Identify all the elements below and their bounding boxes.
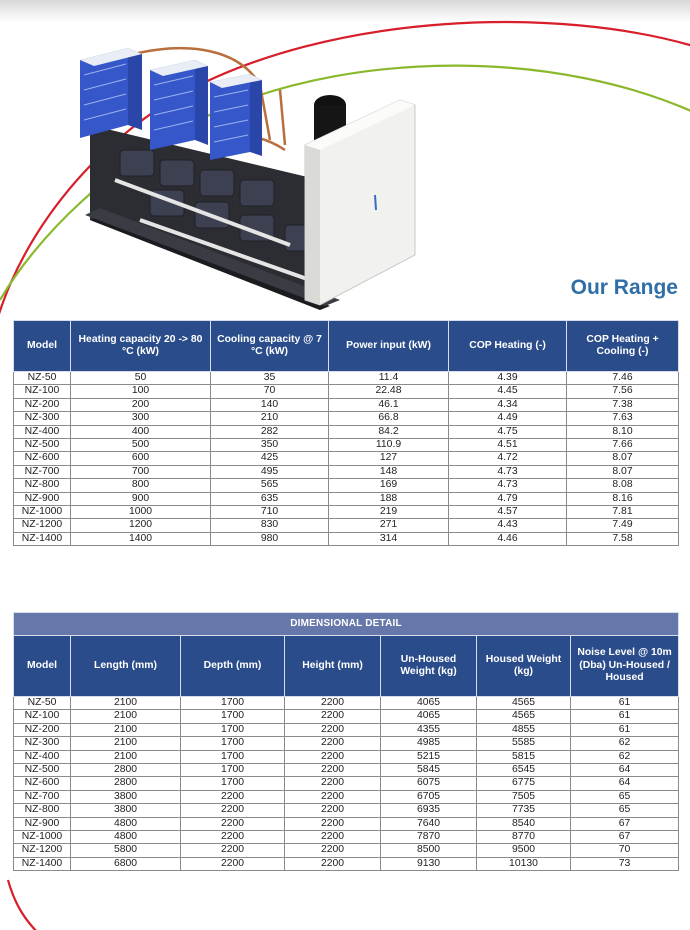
table-cell: 5585: [477, 737, 571, 750]
table-cell: 62: [571, 737, 679, 750]
table-cell: 700: [71, 465, 211, 478]
table-cell: 7505: [477, 790, 571, 803]
column-header: Housed Weight (kg): [477, 636, 571, 697]
table-cell: 425: [211, 452, 329, 465]
table-cell: 9500: [477, 844, 571, 857]
model-cell: NZ-900: [14, 492, 71, 505]
column-header: Depth (mm): [181, 636, 285, 697]
table-cell: 400: [71, 425, 211, 438]
table-row: [14, 857, 679, 870]
table-cell: 1700: [181, 777, 285, 790]
table-cell: 4355: [381, 723, 477, 736]
model-cell: NZ-1200: [14, 519, 71, 532]
table-cell: 210: [211, 412, 329, 425]
table-cell: 62: [571, 750, 679, 763]
table-cell: 2200: [181, 844, 285, 857]
performance-table-body: [14, 372, 679, 546]
column-header: Un-Housed Weight (kg): [381, 636, 477, 697]
table-cell: 7870: [381, 831, 477, 844]
model-cell: NZ-50: [14, 372, 71, 385]
dimensional-table: [13, 612, 679, 871]
table-title: DIMENSIONAL DETAIL: [14, 613, 679, 636]
table-row: [14, 425, 679, 438]
table-cell: 4985: [381, 737, 477, 750]
table-cell: 61: [571, 723, 679, 736]
table-cell: 2800: [71, 764, 181, 777]
table-cell: 1700: [181, 764, 285, 777]
table-row: [14, 452, 679, 465]
table-cell: 8770: [477, 831, 571, 844]
table-cell: 4.73: [449, 479, 567, 492]
table-cell: 4.43: [449, 519, 567, 532]
table-cell: 7.46: [567, 372, 679, 385]
table-row: [14, 790, 679, 803]
table-cell: 6935: [381, 804, 477, 817]
table-cell: 8.07: [567, 465, 679, 478]
table-cell: 8.07: [567, 452, 679, 465]
table-cell: 1700: [181, 723, 285, 736]
table-cell: 219: [329, 506, 449, 519]
model-cell: NZ-700: [14, 790, 71, 803]
table-cell: 282: [211, 425, 329, 438]
table-cell: 1200: [71, 519, 211, 532]
column-header: COP Heating (-): [449, 321, 567, 372]
table-cell: 271: [329, 519, 449, 532]
table-cell: 7.81: [567, 506, 679, 519]
table-cell: 35: [211, 372, 329, 385]
model-cell: NZ-100: [14, 710, 71, 723]
model-cell: NZ-400: [14, 750, 71, 763]
table-cell: 66.8: [329, 412, 449, 425]
model-cell: NZ-50: [14, 697, 71, 710]
table-cell: 710: [211, 506, 329, 519]
table-cell: 100: [71, 385, 211, 398]
table-cell: 61: [571, 697, 679, 710]
red-swoosh-bottom: [8, 880, 40, 930]
column-header: Heating capacity 20 -> 80 °C (kW): [71, 321, 211, 372]
table-cell: 9130: [381, 857, 477, 870]
dimensional-table-body: [14, 697, 679, 871]
table-cell: 7.38: [567, 398, 679, 411]
table-cell: 3800: [71, 790, 181, 803]
model-cell: NZ-400: [14, 425, 71, 438]
table-cell: 980: [211, 532, 329, 545]
table-cell: 110.9: [329, 439, 449, 452]
table-cell: 5800: [71, 844, 181, 857]
table-cell: 4.73: [449, 465, 567, 478]
table-cell: 4065: [381, 710, 477, 723]
table-cell: 188: [329, 492, 449, 505]
table-row: [14, 479, 679, 492]
table-cell: 2100: [71, 697, 181, 710]
table-cell: 2100: [71, 723, 181, 736]
table-title-row: [14, 613, 679, 636]
column-header: Model: [14, 321, 71, 372]
table-cell: 4565: [477, 697, 571, 710]
column-header: COP Heating + Cooling (-): [567, 321, 679, 372]
table-cell: 2200: [285, 857, 381, 870]
table-cell: 2200: [181, 831, 285, 844]
model-cell: NZ-1400: [14, 532, 71, 545]
table-cell: 64: [571, 764, 679, 777]
table-row: [14, 439, 679, 452]
table-cell: 2200: [285, 764, 381, 777]
table-cell: 70: [211, 385, 329, 398]
column-header: Noise Level @ 10m (Dba) Un-Housed / Housed: [571, 636, 679, 697]
model-cell: NZ-800: [14, 804, 71, 817]
model-cell: NZ-500: [14, 764, 71, 777]
model-cell: NZ-300: [14, 412, 71, 425]
table-cell: 148: [329, 465, 449, 478]
model-cell: NZ-800: [14, 479, 71, 492]
table-cell: 84.2: [329, 425, 449, 438]
table-cell: 4.51: [449, 439, 567, 452]
table-cell: 2200: [181, 817, 285, 830]
table-row: [14, 750, 679, 763]
model-cell: NZ-300: [14, 737, 71, 750]
table-cell: 10130: [477, 857, 571, 870]
model-cell: NZ-600: [14, 452, 71, 465]
table-row: [14, 710, 679, 723]
table-cell: 5215: [381, 750, 477, 763]
table-row: [14, 697, 679, 710]
performance-table: [13, 320, 679, 546]
table-cell: 169: [329, 479, 449, 492]
table-cell: 2200: [285, 817, 381, 830]
table-row: [14, 723, 679, 736]
table-cell: 4855: [477, 723, 571, 736]
table-cell: 61: [571, 710, 679, 723]
column-header: Length (mm): [71, 636, 181, 697]
table-cell: 1700: [181, 737, 285, 750]
model-cell: NZ-1000: [14, 506, 71, 519]
table-cell: 11.4: [329, 372, 449, 385]
table-cell: 7735: [477, 804, 571, 817]
table-header-row: [14, 636, 679, 697]
table-cell: 600: [71, 452, 211, 465]
table-row: [14, 764, 679, 777]
column-header: Cooling capacity @ 7 °C (kW): [211, 321, 329, 372]
table-cell: 200: [71, 398, 211, 411]
table-cell: 300: [71, 412, 211, 425]
table-cell: 6800: [71, 857, 181, 870]
table-cell: 4800: [71, 817, 181, 830]
table-cell: 2200: [181, 857, 285, 870]
table-cell: 350: [211, 439, 329, 452]
table-row: [14, 817, 679, 830]
table-cell: 3800: [71, 804, 181, 817]
model-cell: NZ-100: [14, 385, 71, 398]
model-cell: NZ-1000: [14, 831, 71, 844]
table-row: [14, 372, 679, 385]
model-cell: NZ-500: [14, 439, 71, 452]
table-cell: 2800: [71, 777, 181, 790]
table-row: [14, 465, 679, 478]
table-cell: 1700: [181, 750, 285, 763]
table-row: [14, 737, 679, 750]
table-cell: 830: [211, 519, 329, 532]
table-cell: 635: [211, 492, 329, 505]
table-cell: 7.56: [567, 385, 679, 398]
table-row: [14, 398, 679, 411]
heat-pump-unit-illustration: [70, 30, 440, 315]
table-row: [14, 532, 679, 545]
table-cell: 2200: [285, 804, 381, 817]
column-header: Power input (kW): [329, 321, 449, 372]
table-cell: 2200: [285, 777, 381, 790]
table-cell: 8500: [381, 844, 477, 857]
table-cell: 2200: [285, 750, 381, 763]
table-cell: 565: [211, 479, 329, 492]
table-cell: 8.10: [567, 425, 679, 438]
table-cell: 4065: [381, 697, 477, 710]
table-row: [14, 506, 679, 519]
table-cell: 5815: [477, 750, 571, 763]
table-cell: 4565: [477, 710, 571, 723]
table-cell: 500: [71, 439, 211, 452]
table-row: [14, 519, 679, 532]
table-cell: 2200: [285, 710, 381, 723]
table-cell: 495: [211, 465, 329, 478]
table-cell: 314: [329, 532, 449, 545]
table-cell: 2200: [285, 831, 381, 844]
table-cell: 4.57: [449, 506, 567, 519]
table-cell: 4.75: [449, 425, 567, 438]
table-cell: 1700: [181, 697, 285, 710]
table-cell: 4.49: [449, 412, 567, 425]
table-cell: 65: [571, 790, 679, 803]
table-cell: 6545: [477, 764, 571, 777]
column-header: Height (mm): [285, 636, 381, 697]
table-cell: 2200: [285, 790, 381, 803]
table-cell: 7.58: [567, 532, 679, 545]
table-cell: 4.79: [449, 492, 567, 505]
table-cell: 2200: [181, 790, 285, 803]
column-header: Model: [14, 636, 71, 697]
table-cell: 4.34: [449, 398, 567, 411]
page-heading: Our Range: [570, 276, 678, 299]
table-cell: 1700: [181, 710, 285, 723]
table-cell: 6075: [381, 777, 477, 790]
table-cell: 4.46: [449, 532, 567, 545]
table-cell: 6705: [381, 790, 477, 803]
table-cell: 127: [329, 452, 449, 465]
table-cell: 8540: [477, 817, 571, 830]
table-cell: 6775: [477, 777, 571, 790]
table-row: [14, 777, 679, 790]
table-cell: 140: [211, 398, 329, 411]
table-row: [14, 492, 679, 505]
table-cell: 70: [571, 844, 679, 857]
table-cell: 64: [571, 777, 679, 790]
table-cell: 4.45: [449, 385, 567, 398]
table-cell: 46.1: [329, 398, 449, 411]
table-cell: 4800: [71, 831, 181, 844]
table-cell: 7.49: [567, 519, 679, 532]
table-cell: 2100: [71, 710, 181, 723]
table-cell: 2200: [285, 723, 381, 736]
model-cell: NZ-600: [14, 777, 71, 790]
table-cell: 2200: [181, 804, 285, 817]
model-cell: NZ-1200: [14, 844, 71, 857]
table-cell: 7.66: [567, 439, 679, 452]
model-cell: NZ-700: [14, 465, 71, 478]
table-cell: 67: [571, 817, 679, 830]
table-cell: 900: [71, 492, 211, 505]
table-row: [14, 412, 679, 425]
table-cell: 65: [571, 804, 679, 817]
table-cell: 22.48: [329, 385, 449, 398]
table-cell: 2200: [285, 697, 381, 710]
table-cell: 2200: [285, 844, 381, 857]
table-cell: 2200: [285, 737, 381, 750]
model-cell: NZ-900: [14, 817, 71, 830]
table-cell: 800: [71, 479, 211, 492]
table-header-row: [14, 321, 679, 372]
table-row: [14, 831, 679, 844]
table-row: [14, 804, 679, 817]
table-cell: 8.08: [567, 479, 679, 492]
model-cell: NZ-1400: [14, 857, 71, 870]
table-cell: 7640: [381, 817, 477, 830]
table-cell: 2100: [71, 737, 181, 750]
table-row: [14, 844, 679, 857]
table-cell: 1400: [71, 532, 211, 545]
table-cell: 67: [571, 831, 679, 844]
table-cell: 1000: [71, 506, 211, 519]
model-cell: NZ-200: [14, 398, 71, 411]
table-cell: 8.16: [567, 492, 679, 505]
table-cell: 73: [571, 857, 679, 870]
table-cell: 2100: [71, 750, 181, 763]
table-cell: 5845: [381, 764, 477, 777]
table-row: [14, 385, 679, 398]
table-cell: 50: [71, 372, 211, 385]
table-cell: 4.72: [449, 452, 567, 465]
table-cell: 4.39: [449, 372, 567, 385]
table-cell: 7.63: [567, 412, 679, 425]
model-cell: NZ-200: [14, 723, 71, 736]
